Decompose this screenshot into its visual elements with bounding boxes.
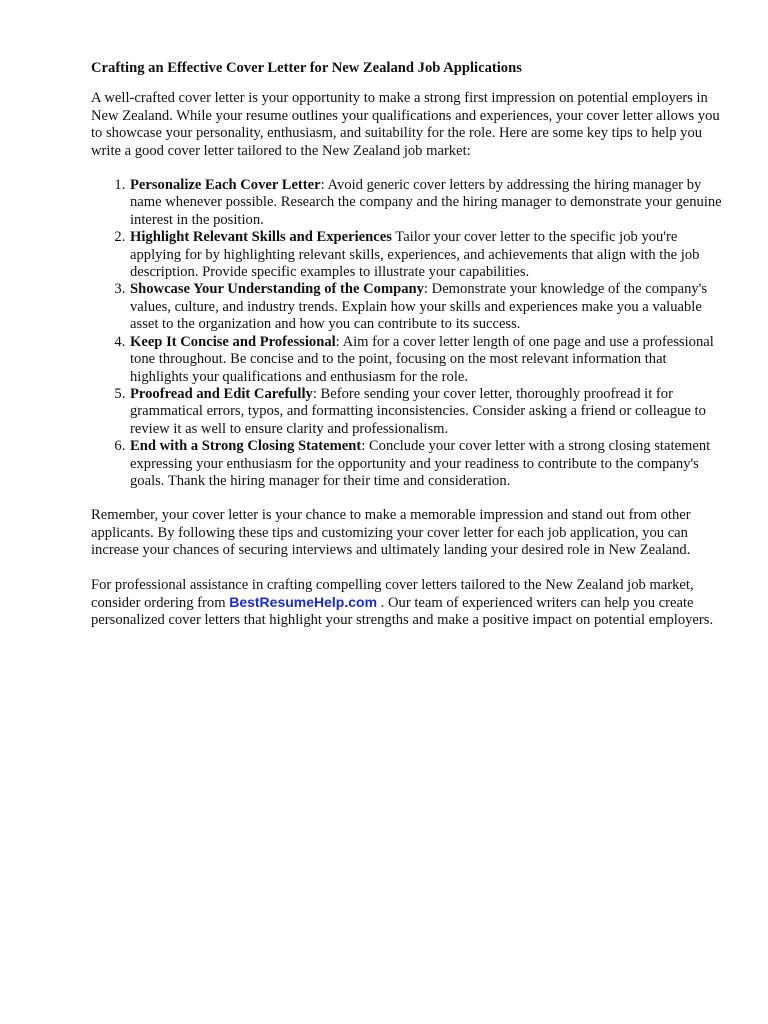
document-title: Crafting an Effective Cover Letter for New Zealand Job Applications <box>91 60 522 76</box>
tip-heading: Keep It Concise and Professional <box>130 333 336 350</box>
tip-heading: End with a Strong Closing Statement <box>130 438 362 455</box>
tip-heading: Showcase Your Understanding of the Company <box>130 281 424 298</box>
tip-body: Conclude your cover letter with a strong closing statement expressing your enthusiasm for the opportunity and your readiness to contribute to the company's goals. Thank the hiring manager for their time and consideration. <box>130 438 711 489</box>
cta-paragraph <box>91 577 727 630</box>
best-resume-help-link[interactable]: BestResumeHelp.com <box>229 593 378 610</box>
list-item <box>129 334 727 386</box>
tip-heading: Highlight Relevant Skills and Experiences <box>130 229 392 246</box>
tip-separator: : <box>423 281 432 298</box>
conclusion-paragraph: Remember, your cover letter is your chance to make a memorable impression and stand out from other applicants. By following these tips and customizing your cover letter for each job application, you can increase your chances of securing interviews and ultimately landing your desired role in New Zealand. <box>91 507 691 559</box>
list-item <box>129 177 727 229</box>
tip-separator: : <box>361 438 369 455</box>
tip-body: Before sending your cover letter, thoroughly proofread it for grammatical errors, typos, and formatting inconsistencies. Consider asking a friend or colleague to review it as well to ensure clarity and professionalism. <box>130 385 706 437</box>
list-item <box>129 281 727 333</box>
list-item <box>129 386 727 438</box>
tip-body: Aim for a cover letter length of one page and use a professional tone throughout. Be concise and to the point, focusing on the most relevant information that highlights your qualifications and enthusiasm for the role. <box>130 333 714 385</box>
tip-body: Tailor your cover letter to the specific job you're applying for by highlighting relevant skills, experiences, and achievements that align with the job description. Provide specific examples to illustrate your capabilities. <box>130 229 700 281</box>
tips-list <box>91 177 727 490</box>
tip-separator: : <box>335 333 343 350</box>
tip-heading: Proofread and Edit Carefully <box>130 385 313 402</box>
document-page <box>91 60 727 647</box>
tip-heading: Personalize Each Cover Letter <box>130 177 321 194</box>
tip-body: Avoid generic cover letters by addressing the hiring manager by name whenever possible. Research the company and the hiring manager to demonstrate your genuine interest in the position. <box>130 177 722 228</box>
cta-text-before: For professional assistance in crafting compelling cover letters tailored to the New Zealand job market, consider ordering from <box>91 576 694 611</box>
tip-body: Demonstrate your knowledge of the company's values, culture, and industry trends. Explain how your skills and experiences make you a valuable asset to the organization and how you can contribute to its success. <box>130 281 708 333</box>
intro-paragraph: A well-crafted cover letter is your opportunity to make a strong first impression on potential employers in New Zealand. While your resume outlines your qualifications and experiences, your cover letter allows you to showcase your personality, enthusiasm, and suitability for the role. Here are some key tips to help you write a good cover letter tailored to the New Zealand job market: <box>91 90 720 159</box>
cta-text-after: . Our team of experienced writers can help you create personalized cover letters that highlight your strengths and make a positive impact on potential employers. <box>91 594 714 629</box>
list-item <box>129 438 727 490</box>
tip-separator: : <box>320 177 328 194</box>
tip-separator: : <box>312 385 321 402</box>
list-item <box>129 229 727 281</box>
